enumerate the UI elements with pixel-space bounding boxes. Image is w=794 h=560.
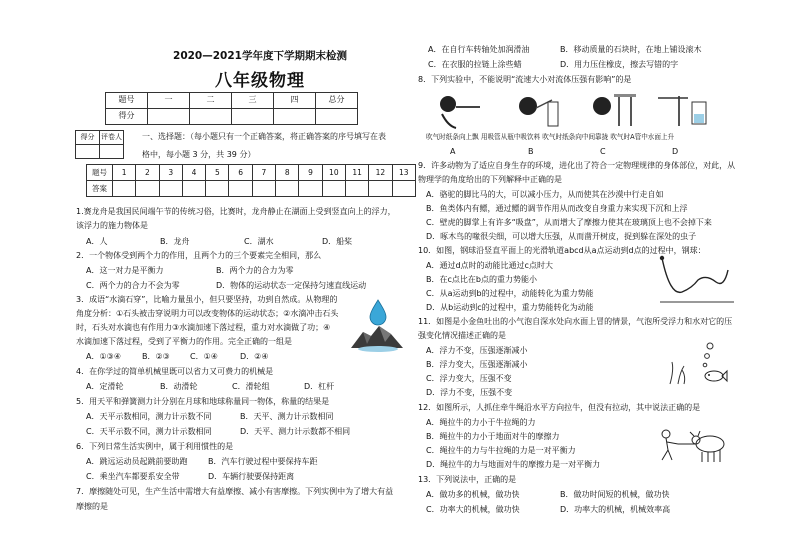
q5-option-b: B．天平、测力计示数相同	[240, 412, 334, 421]
answer-table	[86, 164, 416, 197]
answer-number: 7	[252, 165, 275, 181]
q10-option-c: C．从a运动到b的过程中，动能转化为重力势能	[426, 289, 594, 298]
answer-number: 10	[322, 165, 345, 181]
q5-option-a: A．天平示数相同，测力计示数不同	[86, 412, 212, 421]
answer-blank[interactable]	[299, 181, 322, 197]
q6-option-c: C．乘坐汽车都要系安全带	[86, 472, 180, 481]
q1-option-d: D．船桨	[322, 237, 353, 246]
q2-option-d: D．物体的运动状态一定保持匀速直线运动	[216, 281, 367, 290]
q2-option-a: A．这一对力是平衡力	[86, 266, 164, 275]
q9-option-a: A．骆驼的脚比马的大，可以减小压力，从而使其在沙漠中行走自如	[426, 190, 664, 199]
q7-line1: 7．摩擦随处可见，生产生活中需增大有益摩擦、减小有害摩擦。下列实例中为了增大有益	[76, 487, 394, 496]
q3-line4: 水滴加速下落过程，受到了平衡力的作用。完全正确的一组是	[76, 337, 292, 346]
q6-option-d: D．车辆行驶要保持距离	[208, 472, 295, 481]
answer-header: 题号	[87, 165, 113, 181]
track-abcd-image	[656, 252, 736, 306]
q8-stem: 8．下列实验中，不能说明“流速大小对流体压强有影响”的是	[418, 75, 632, 84]
q13-option-c: C．功率大的机械，做功快	[426, 505, 520, 514]
q10-option-b: B．在c点比在b点的重力势能小	[426, 275, 537, 284]
q9-line1: 9．许多动物为了适应自身生存的环境，进化出了符合一定物理规律的身体部位，对此，从	[418, 161, 736, 170]
grader-score-label: 得分	[76, 131, 100, 145]
q12-option-a: A．绳拉牛的力小于牛拉绳的力	[426, 418, 536, 427]
q8-label-a: A	[450, 147, 456, 156]
q4-option-d: D．杠杆	[304, 382, 335, 391]
q11-option-a: A．浮力不变，压强逐渐减小	[426, 346, 528, 355]
grader-table	[75, 130, 124, 159]
q10-option-a: A．通过d点时的动能比通过c点时大	[426, 261, 553, 270]
q4-option-b: B．动滑轮	[160, 382, 198, 391]
score-blank	[274, 109, 316, 125]
answer-number: 8	[276, 165, 299, 181]
answer-number: 12	[369, 165, 392, 181]
q11-option-c: C．浮力变大，压强不变	[426, 374, 512, 383]
q1-option-a: A．人	[86, 237, 108, 246]
q13-option-a: A．做功多的机械，做功快	[426, 490, 520, 499]
q10-option-d: D．从b运动到c的过程中，重力势能转化为动能	[426, 303, 594, 312]
q7-line2: 摩擦的是	[76, 502, 108, 511]
q8-caption: 吹气时纸条向上飘 用吸管从瓶中吸饮料 吹气时纸条向中间靠拢 吹气时A管中水面上升	[426, 133, 675, 141]
grader-blank	[76, 145, 100, 159]
q4-stem: 4．在你学过的简单机械里既可以省力又可费力的机械是	[76, 367, 274, 376]
water-drop-rock-image	[345, 296, 411, 354]
q11-line2: 强变化情况描述正确的是	[418, 331, 506, 340]
answer-blank[interactable]	[369, 181, 392, 197]
q12-option-c: C．绳拉牛的力与牛拉绳的力是一对平衡力	[426, 446, 576, 455]
answer-blank[interactable]	[182, 181, 205, 197]
q13-option-d: D．功率大的机械，机械效率高	[560, 505, 671, 514]
answer-blank[interactable]	[229, 181, 252, 197]
section1-line1: 一、选择题：（每小题只有一个正确答案，将正确答案的序号填写在表	[142, 132, 386, 141]
score-cell: 四	[274, 93, 316, 109]
answer-number: 4	[182, 165, 205, 181]
q13-stem: 13．下列说法中，正确的是	[418, 475, 517, 484]
q8-label-c: C	[600, 147, 606, 156]
answer-blank[interactable]	[252, 181, 275, 197]
q9-option-d: D．啄木鸟的喙很尖细，可以增大压强，从而凿开树皮，捉到躲在深处的虫子	[426, 232, 697, 241]
q1-line1: 1.赛龙舟是我国民间端午节的传统习俗，比赛时，龙舟静止在湖面上受到竖直向上的浮力，	[76, 207, 396, 216]
q1-option-b: B．龙舟	[160, 237, 190, 246]
answer-blank[interactable]	[322, 181, 345, 197]
q5-stem: 5．用天平和弹簧测力计分别在月球和地球称量同一物体，称量的结果是	[76, 397, 330, 406]
answer-blank[interactable]	[136, 181, 159, 197]
q6-option-a: A．跳远运动员起跳前要助跑	[86, 457, 188, 466]
q5-option-c: C．天平示数不同，测力计示数相同	[86, 427, 212, 436]
score-table	[105, 92, 358, 125]
q11-line1: 11．如图是小金鱼吐出的小气泡自深水处向水面上冒的情景，气泡所受浮力和水对它的压	[418, 317, 733, 326]
person-pulling-cow-image	[656, 420, 732, 464]
q1-line2: 该浮力的施力物体是	[76, 221, 148, 230]
q3-option-c: C．①④	[190, 352, 218, 361]
q9-option-b: B．鱼类体内有鳔，通过鳔的调节作用从而改变自身重力来实现下沉和上浮	[426, 204, 688, 213]
q13-option-b: B．做功时间短的机械，做功快	[560, 490, 670, 499]
score-blank	[190, 109, 232, 125]
q3-line2: 角度分析：①石头被击穿说明力可以改变物体的运动状态；②水滴冲击石头	[76, 309, 339, 318]
q2-stem: 2．一个物体受到两个力的作用，且两个力的三个要素完全相同，那么	[76, 251, 322, 260]
q3-option-d: D．②④	[240, 352, 269, 361]
answer-row-label: 答案	[87, 181, 113, 197]
answer-number: 9	[299, 165, 322, 181]
answer-number: 2	[136, 165, 159, 181]
q1-option-c: C．湖水	[244, 237, 274, 246]
answer-number: 13	[392, 165, 415, 181]
exam-subtitle: 八年级物理	[215, 71, 305, 91]
q7-option-a: A．在自行车转轴处加润滑油	[428, 45, 530, 54]
score-cell: 三	[232, 93, 274, 109]
answer-blank[interactable]	[159, 181, 182, 197]
score-label: 得分	[106, 109, 148, 125]
q3-option-a: A．①③④	[86, 352, 121, 361]
answer-number: 11	[345, 165, 368, 181]
exam-title: 2020—2021学年度下学期期末检测	[173, 50, 347, 62]
grader-blank	[100, 145, 124, 159]
q12-stem: 12．如图所示，人抓住牵牛绳沿水平方向拉牛，但没有拉动，其中说法正确的是	[418, 403, 701, 412]
fish-bubbles-image	[664, 340, 728, 386]
q9-line2: 物理学的角度给出的下列解释中正确的是	[418, 175, 562, 184]
answer-blank[interactable]	[276, 181, 299, 197]
q11-option-b: B．浮力变大，压强逐渐减小	[426, 360, 528, 369]
answer-number: 5	[206, 165, 229, 181]
q8-label-b: B	[528, 147, 534, 156]
q6-stem: 6．下列日常生活实例中，属于利用惯性的是	[76, 442, 234, 451]
q4-option-a: A．定滑轮	[86, 382, 124, 391]
section1-line2: 格中，每小题 3 分，共 39 分）	[142, 150, 256, 159]
answer-number: 3	[159, 165, 182, 181]
score-cell: 题号	[106, 93, 148, 109]
answer-number: 6	[229, 165, 252, 181]
q2-option-c: C．两个力的合力不会为零	[86, 281, 180, 290]
q5-option-d: D．天平、测力计示数都不相同	[240, 427, 351, 436]
score-blank	[316, 109, 358, 125]
score-blank	[148, 109, 190, 125]
q3-line3: 时，石头对水滴也有作用力③水滴加速下落过程，重力对水滴做了功；④	[76, 323, 331, 332]
q10-stem: 10．如图，钢球沿竖直平面上的光滑轨道abcd从a点运动到d点的过程中，钢球：	[418, 246, 706, 255]
q2-option-b: B．两个力的合力为零	[216, 266, 294, 275]
answer-number: 1	[113, 165, 136, 181]
q7-option-c: C．在衣服的拉链上涂些蜡	[428, 60, 522, 69]
q11-option-d: D．浮力不变，压强不变	[426, 388, 513, 397]
score-blank	[232, 109, 274, 125]
q8-label-d: D	[672, 147, 679, 156]
score-cell: 二	[190, 93, 232, 109]
answer-blank[interactable]	[113, 181, 136, 197]
q12-option-b: B．绳拉牛的力小于地面对牛的摩擦力	[426, 432, 560, 441]
q3-option-b: B．②③	[142, 352, 170, 361]
answer-blank[interactable]	[345, 181, 368, 197]
score-cell: 一	[148, 93, 190, 109]
q9-option-c: C．壁虎的脚掌上有许多“吸盘”，从而增大了摩擦力使其在玻璃顶上也不会掉下来	[426, 218, 712, 227]
q3-line1: 3．成语“水滴石穿”，比喻力量虽小，但只要坚持，功到自然成。从物理的	[76, 295, 338, 304]
answer-blank[interactable]	[206, 181, 229, 197]
q4-option-c: C．滑轮组	[232, 382, 270, 391]
grader-name-label: 评卷人	[100, 131, 124, 145]
score-cell: 总分	[316, 93, 358, 109]
q7-option-b: B．移动质量的石块时，在地上铺设滚木	[560, 45, 702, 54]
answer-blank[interactable]	[392, 181, 415, 197]
q6-option-b: B．汽车行驶过程中要保持车距	[208, 457, 318, 466]
q12-option-d: D．绳拉牛的力与地面对牛的摩擦力是一对平衡力	[426, 460, 601, 469]
q7-option-d: D．用力压住橡皮，擦去写错的字	[560, 60, 679, 69]
q8-experiment-images	[426, 92, 726, 130]
